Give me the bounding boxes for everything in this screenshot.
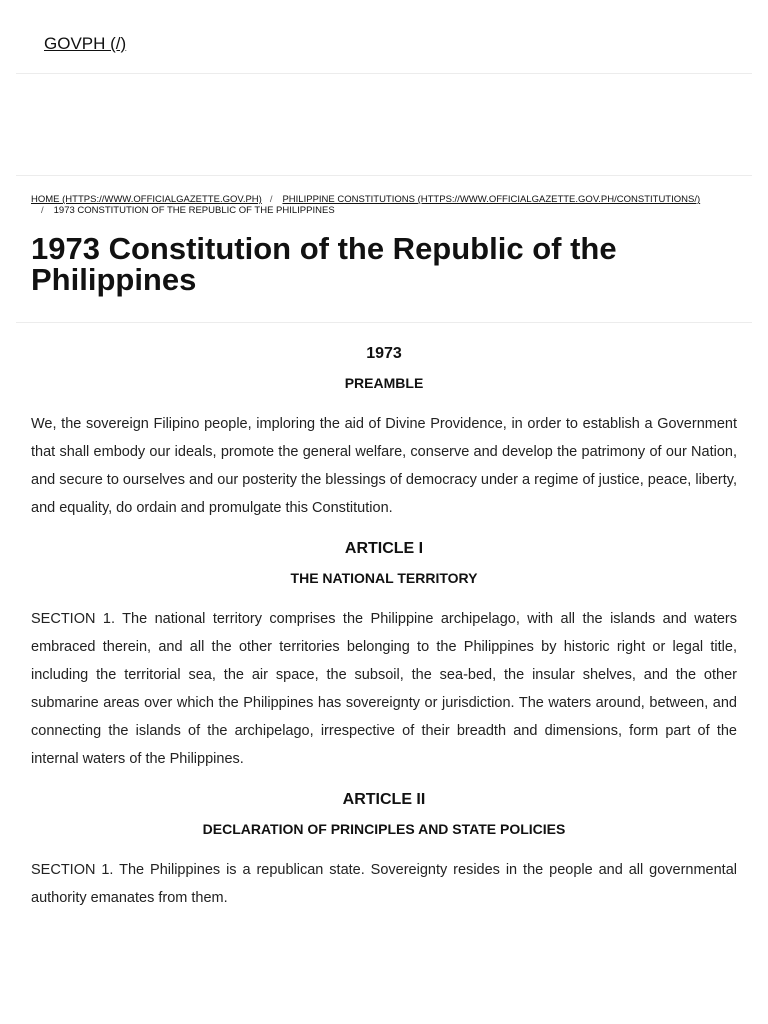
breadcrumb-constitutions-link[interactable]: PHILIPPINE CONSTITUTIONS (HTTPS://WWW.OFFICIALGAZETTE.GOV.PH/CONSTITUTIONS/) bbox=[282, 194, 701, 205]
year-heading: 1973 bbox=[366, 345, 402, 362]
page-title: 1973 Constitution of the Republic of the Philippines bbox=[31, 231, 617, 297]
breadcrumb-separator: / bbox=[269, 194, 273, 205]
article-1-section-1: SECTION 1. The national territory comprises the Philippine archipelago, with all the islands and waters embraced therein, and all the other territories belonging to the Philippines by historic right or legal title, including the territorial sea, the air space, the subsoil, the sea-bed, the insular shelves, and the other submarine areas over which the Philippines has sovereignty or jurisdiction. The waters around, between, and connecting the islands of the archipelago, irrespective of their breadth and dimensions, form part of the internal waters of the Philippines. bbox=[31, 611, 737, 767]
govph-home-link[interactable]: GOVPH (/) bbox=[44, 34, 127, 53]
top-navigation-bar bbox=[16, 0, 752, 74]
breadcrumb-home-link[interactable]: HOME (HTTPS://WWW.OFFICIALGAZETTE.GOV.PH) bbox=[31, 194, 262, 205]
article-2-title: DECLARATION OF PRINCIPLES AND STATE POLICIES bbox=[202, 821, 566, 837]
preamble-paragraph: We, the sovereign Filipino people, imploring the aid of Divine Providence, in order to establish a Government that shall embody our ideals, promote the general welfare, conserve and develop the patrimony of our Nation, and secure to ourselves and our posterity the blessings of democracy under a regime of justice, peace, liberty, and equality, do ordain and promulgate this Constitution. bbox=[31, 416, 737, 516]
breadcrumb bbox=[31, 194, 741, 216]
constitution-content bbox=[31, 342, 737, 912]
breadcrumb-separator: / bbox=[41, 205, 44, 216]
breadcrumb-current-page: 1973 CONSTITUTION OF THE REPUBLIC OF THE PHILIPPINES bbox=[53, 205, 335, 216]
article-1-heading: ARTICLE I bbox=[344, 540, 424, 557]
article-2-section-1: SECTION 1. The Philippines is a republican state. Sovereignty resides in the people and all governmental authority emanates from them. bbox=[31, 862, 737, 906]
title-divider bbox=[16, 322, 752, 323]
article-1-title: THE NATIONAL TERRITORY bbox=[290, 570, 478, 586]
header-banner-area bbox=[16, 74, 752, 176]
article-2-heading: ARTICLE II bbox=[342, 791, 426, 808]
preamble-heading: PREAMBLE bbox=[344, 375, 424, 391]
